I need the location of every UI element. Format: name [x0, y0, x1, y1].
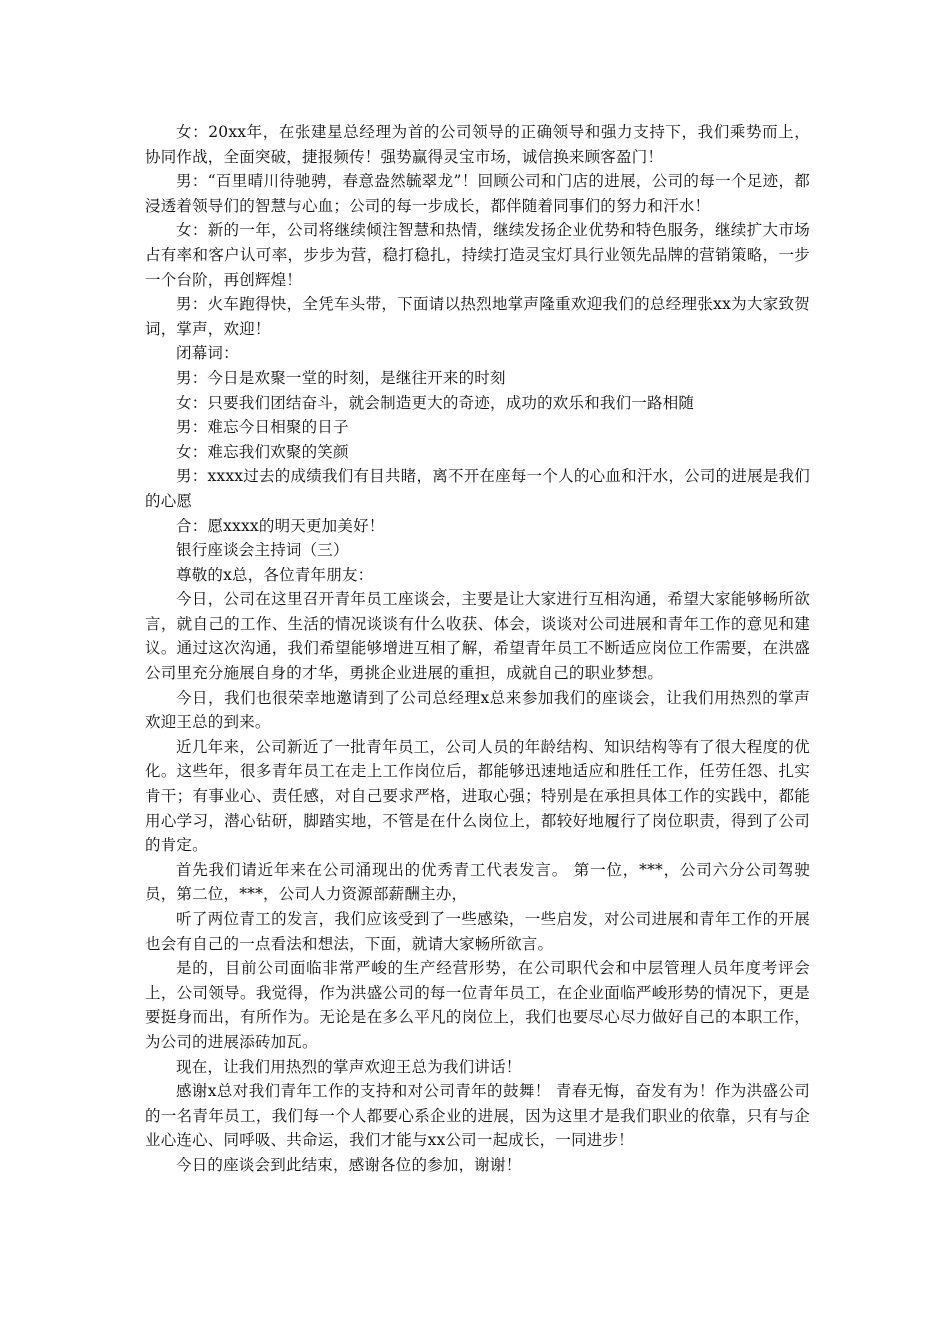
salutation: 尊敬的x总，各位青年朋友：: [176, 565, 374, 584]
paragraph: 男：火车跑得快，全凭车头带，下面请以热烈地掌声隆重欢迎我们的总经理张xx为大家致贺词，掌声，欢迎！: [145, 295, 810, 338]
paragraph: 男：今日是欢聚一堂的时刻，是继往开来的时刻: [176, 368, 506, 387]
paragraph: 首先我们请近年来在公司涌现出的优秀青工代表发言。 第一位，***，公司六分公司驾驶员，第二位，***，公司人力资源部薪酬主办，: [145, 860, 810, 904]
paragraph: 感谢x总对我们青年工作的支持和对公司青年的鼓舞！ 青春无悔，奋发有为！作为洪盛公司的一名青年员工，我们每一个人都要心系企业的进展，因为这里才是我们职业的依靠，只有与企业心连心、同呼吸、共命运，我们才能与xx公司一起成长，一同进步！: [145, 1082, 810, 1150]
paragraph: 今日，我们也很荣幸地邀请到了公司总经理x总来参加我们的座谈会，让我们用热烈的掌声欢迎王总的到来。: [145, 688, 810, 732]
section-heading-closing: 闭幕词：: [176, 344, 239, 363]
paragraph: 现在，让我们用热烈的掌声欢迎王总为我们讲话！: [176, 1057, 522, 1076]
paragraph: 女：只要我们团结奋斗，就会制造更大的奇迹，成功的欢乐和我们一路相随: [176, 393, 695, 412]
paragraph: 合：愿xxxx的明天更加美好！: [176, 516, 385, 535]
paragraph: 听了两位青工的发言，我们应该受到了一些感染，一些启发，对公司进展和青年工作的开展也会有自己的一点看法和想法，下面，就请大家畅所欲言。: [145, 910, 810, 953]
paragraph: 今日的座谈会到此结束，感谢各位的参加，谢谢！: [176, 1155, 522, 1174]
paragraph: 近几年来，公司新近了一批青年员工，公司人员的年龄结构、知识结构等有了很大程度的优化。这些年，很多青年员工在走上工作岗位后，都能够迅速地适应和胜任工作，任劳任怨、扎实肯干；有事业心、责任感，对自己要求严格，进取心强；特别是在承担具体工作的实践中，都能用心学习，潜心钻研，脚踏实地，不管是在什么岗位上，都较好地履行了岗位职责，得到了公司的肯定。: [145, 737, 810, 855]
paragraph: 男：难忘今日相聚的日子: [176, 418, 349, 437]
paragraph: 是的，目前公司面临非常严峻的生产经营形势，在公司职代会和中层管理人员年度考评会上，公司领导。我觉得，作为洪盛公司的每一位青年员工，在企业面临严峻形势的情况下，更是要挺身而出，有所作为。无论是在多么平凡的岗位上，我们也要尽心尽力做好自己的本职工作，为公司的进展添砖加瓦。: [145, 959, 810, 1051]
document-body: [145, 120, 810, 1178]
paragraph: 女：20xx年，在张建星总经理为首的公司领导的正确领导和强力支持下，我们乘势而上，协同作战，全面突破，捷报频传！强势赢得灵宝市场，诚信换来顾客盈门！: [145, 123, 810, 166]
paragraph: 男：xxxx过去的成绩我们有目共睹，离不开在座每一个人的心血和汗水，公司的进展是我们的心愿: [145, 467, 810, 510]
paragraph: 女：难忘我们欢聚的笑颜: [176, 442, 349, 461]
paragraph: 女：新的一年，公司将继续倾注智慧和热情，继续发扬企业优势和特色服务，继续扩大市场占有率和客户认可率，步步为营，稳打稳扎，持续打造灵宝灯具行业领先品牌的营销策略，一步一个台阶，再创辉煌！: [145, 221, 810, 289]
paragraph: 男：“百里晴川待驰骋，春意盎然毓翠龙”！回顾公司和门店的进展，公司的每一个足迹，都浸透着领导们的智慧与心血；公司的每一步成长，都伴随着同事们的努力和汗水！: [145, 172, 810, 215]
section-title: 银行座谈会主持词（三）: [176, 541, 349, 560]
paragraph: 今日，公司在这里召开青年员工座谈会，主要是让大家进行互相沟通，希望大家能够畅所欲言，就自己的工作、生活的情况谈谈有什么收获、体会，谈谈对公司进展和青年工作的意见和建议。通过这次沟通，我们希望能够增进互相了解，希望青年员工不断适应岗位工作需要，在洪盛公司里充分施展自身的才华，勇挑企业进展的重担，成就自己的职业梦想。: [145, 590, 810, 683]
